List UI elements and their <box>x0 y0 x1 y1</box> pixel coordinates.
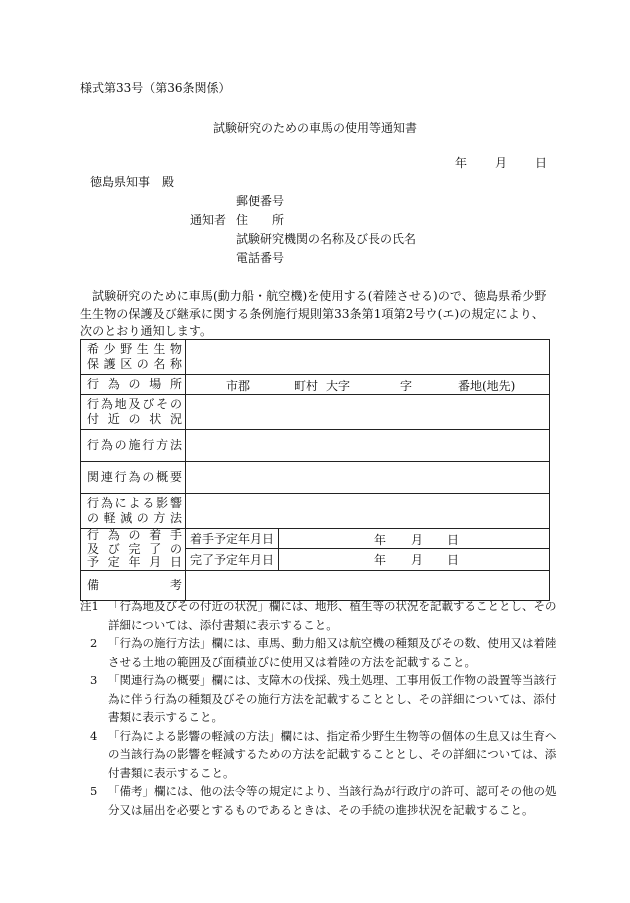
location-town: 町村 <box>294 379 319 393</box>
note-item: 3 「関連行為の概要」欄には、支障木の伐採、残土処理、工事用仮工作物の設置等当該行為に伴う行為の種類及びその施行方法を記載することとし、その詳細については、添付書類に表示すること。 <box>90 673 557 724</box>
location-cell[interactable] <box>186 375 550 395</box>
notification-table <box>80 339 550 601</box>
row-label: 行為の着手 及び完了の 予定年月日 <box>81 529 186 571</box>
table-row <box>81 375 550 395</box>
value-cell[interactable] <box>186 462 550 494</box>
table-row <box>81 395 550 430</box>
notifier-org-name: 試験研究機関の名称及び長の氏名 <box>236 232 417 246</box>
location-oaza: 大字 <box>326 379 351 393</box>
table-row <box>81 494 550 529</box>
note-item: 注1 「行為地及びその付近の状況」欄には、地形、植生等の状況を記載することとし、その詳細については、添付書類に表示すること。 <box>80 599 557 632</box>
row-label: 希少野生生物 保護区の名称 <box>81 340 186 375</box>
date-month: 月 <box>495 156 508 170</box>
start-date-label: 着手予定年月日 <box>186 529 279 549</box>
table-row <box>81 570 550 600</box>
note-item: 5 「備考」欄には、他の法令等の規定により、当該行為が行政庁の許可、認可その他の処分又は届出を必要とするものであるときは、その手続の進捗状況を記載すること。 <box>90 784 557 817</box>
value-cell[interactable] <box>186 570 550 600</box>
date-year: 年 <box>455 156 468 170</box>
location-city: 市郡 <box>226 379 251 393</box>
notifier-label: 通知者 <box>190 213 227 227</box>
row-label: 行為の場所 <box>81 375 186 395</box>
row-label: 関連行為の概要 <box>81 462 186 494</box>
value-cell[interactable] <box>186 340 550 375</box>
notifier-postal: 郵便番号 <box>236 194 285 208</box>
note-item: 2 「行為の施行方法」欄には、車馬、動力船又は航空機の種類及びその数、使用又は着陸させる土地の範囲及び面積並びに使用又は着陸の方法を記載すること。 <box>90 636 557 669</box>
date-line <box>455 155 547 171</box>
row-label: 備考 <box>81 570 186 600</box>
row-label: 行為の施行方法 <box>81 430 186 462</box>
location-aza: 字 <box>400 379 413 393</box>
table-row <box>81 340 550 375</box>
body-paragraph: 試験研究のために車馬(動力船・航空機)を使用する(着陸させる)ので、徳島県希少野生生物の保護及び継承に関する条例施行規則第33条第1項第2号ウ(エ)の規定により、次のとおり通知します。 <box>80 289 547 338</box>
note-item: 4 「行為による影響の軽減の方法」欄には、指定希少野生生物等の個体の生息又は生育への当該行為の影響を軽減するための方法を記載することとし、その詳細については、添付書類に表示すること。 <box>90 728 557 780</box>
end-date-label: 完了予定年月日 <box>186 549 279 570</box>
value-cell[interactable] <box>186 430 550 462</box>
location-banchi: 番地(地先) <box>458 379 516 393</box>
notifier-address: 住 所 <box>236 213 285 227</box>
addressee: 徳島県知事 殿 <box>90 175 175 189</box>
row-label: 行為地及びその 付近の状況 <box>81 395 186 430</box>
table-row <box>81 430 550 462</box>
form-number: 様式第33号（第36条関係） <box>80 81 231 95</box>
value-cell[interactable] <box>186 494 550 529</box>
date-day: 日 <box>535 156 548 170</box>
document-title: 試験研究のための車馬の使用等通知書 <box>212 121 417 135</box>
value-cell[interactable] <box>186 395 550 430</box>
notes <box>80 597 560 819</box>
notifier-phone: 電話番号 <box>236 251 285 265</box>
table-row <box>81 462 550 494</box>
start-date-value[interactable]: 年 月 日 <box>279 529 550 549</box>
end-date-value[interactable]: 年 月 日 <box>279 549 550 570</box>
table-row <box>81 529 550 549</box>
row-label: 行為による影響 の軽減の方法 <box>81 494 186 529</box>
